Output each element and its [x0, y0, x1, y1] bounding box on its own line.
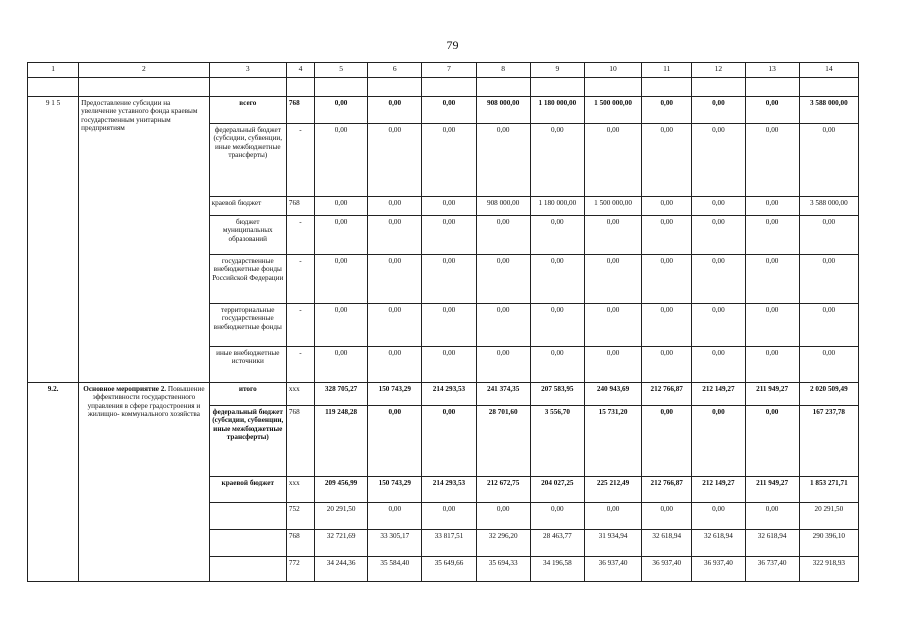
- value-cell: 1 500 000,00: [584, 197, 641, 216]
- value-cell: 0,00: [530, 216, 584, 255]
- value-cell: 211 949,27: [745, 477, 799, 503]
- value-cell: 241 374,35: [476, 383, 530, 406]
- value-cell: 0,00: [368, 124, 422, 197]
- value-cell: 28 701,60: [476, 406, 530, 477]
- value-cell: 322 918,93: [799, 557, 858, 582]
- value-cell: 0,00: [315, 197, 368, 216]
- value-cell: 0,00: [315, 97, 368, 124]
- value-cell: 0,00: [799, 255, 858, 304]
- value-cell: 0,00: [476, 124, 530, 197]
- value-cell: 0,00: [315, 255, 368, 304]
- value-cell: 3 588 000,00: [799, 97, 858, 124]
- value-cell: 328 705,27: [315, 383, 368, 406]
- value-cell: 0,00: [745, 97, 799, 124]
- value-cell: 240 943,69: [584, 383, 641, 406]
- value-cell: 0,00: [745, 503, 799, 530]
- value-cell: 0,00: [745, 347, 799, 383]
- value-cell: 0,00: [368, 406, 422, 477]
- value-cell: 0,00: [584, 503, 641, 530]
- value-cell: 0,00: [422, 197, 476, 216]
- source-cell: всего: [209, 97, 286, 124]
- code-cell: ххх: [286, 477, 314, 503]
- value-cell: 212 149,27: [692, 383, 745, 406]
- value-cell: 0,00: [642, 503, 692, 530]
- value-cell: 204 027,25: [530, 477, 584, 503]
- value-cell: 33 817,51: [422, 530, 476, 557]
- value-cell: 0,00: [642, 347, 692, 383]
- value-cell: 32 618,94: [692, 530, 745, 557]
- value-cell: 0,00: [368, 503, 422, 530]
- value-cell: 0,00: [745, 255, 799, 304]
- header-cell: 8: [476, 63, 530, 78]
- value-cell: 0,00: [422, 216, 476, 255]
- page-number: 79: [446, 38, 459, 52]
- value-cell: 0,00: [642, 406, 692, 477]
- value-cell: 0,00: [745, 406, 799, 477]
- value-cell: 1 180 000,00: [530, 197, 584, 216]
- source-cell: федеральный бюджет (субсидии, субвенции, иные межбюджетные трансферты): [209, 124, 286, 197]
- value-cell: 0,00: [315, 347, 368, 383]
- value-cell: 0,00: [642, 255, 692, 304]
- row-name: [79, 383, 209, 582]
- source-cell: [209, 503, 286, 530]
- value-cell: 35 584,40: [368, 557, 422, 582]
- value-cell: 32 618,94: [642, 530, 692, 557]
- value-cell: 20 291,50: [799, 503, 858, 530]
- value-cell: 0,00: [422, 255, 476, 304]
- value-cell: 0,00: [315, 124, 368, 197]
- value-cell: 0,00: [692, 255, 745, 304]
- value-cell: 1 853 271,71: [799, 477, 858, 503]
- value-cell: 0,00: [530, 124, 584, 197]
- value-cell: 36 937,40: [692, 557, 745, 582]
- value-cell: 36 937,40: [642, 557, 692, 582]
- value-cell: 0,00: [799, 347, 858, 383]
- source-cell: [209, 557, 286, 582]
- header-cell: 9: [530, 63, 584, 78]
- value-cell: 32 618,94: [745, 530, 799, 557]
- header-cell: 13: [745, 63, 799, 78]
- value-cell: 209 456,99: [315, 477, 368, 503]
- header-cell: 7: [422, 63, 476, 78]
- code-cell: 768: [286, 197, 314, 216]
- value-cell: 0,00: [692, 124, 745, 197]
- value-cell: 36 737,40: [745, 557, 799, 582]
- value-cell: 211 949,27: [745, 383, 799, 406]
- value-cell: 0,00: [476, 503, 530, 530]
- budget-table: [27, 62, 859, 582]
- value-cell: 0,00: [315, 216, 368, 255]
- header-cell: 5: [315, 63, 368, 78]
- source-cell: территориальные государственные внебюджетные фонды: [209, 304, 286, 347]
- spacer-row: [28, 78, 859, 97]
- value-cell: 0,00: [692, 503, 745, 530]
- value-cell: 0,00: [530, 304, 584, 347]
- value-cell: 0,00: [368, 197, 422, 216]
- code-cell: -: [286, 255, 314, 304]
- value-cell: 0,00: [799, 216, 858, 255]
- value-cell: 0,00: [799, 124, 858, 197]
- value-cell: 0,00: [422, 124, 476, 197]
- code-cell: 752: [286, 503, 314, 530]
- header-row: [28, 63, 859, 78]
- header-cell: 10: [584, 63, 641, 78]
- value-cell: 34 244,36: [315, 557, 368, 582]
- value-cell: 0,00: [476, 304, 530, 347]
- source-cell: иные внебюджетные источники: [209, 347, 286, 383]
- value-cell: 33 305,17: [368, 530, 422, 557]
- value-cell: 3 588 000,00: [799, 197, 858, 216]
- value-cell: 225 212,49: [584, 477, 641, 503]
- value-cell: 0,00: [745, 197, 799, 216]
- source-cell: краевой бюджет: [209, 477, 286, 503]
- table-row: [28, 383, 859, 406]
- source-cell: [209, 530, 286, 557]
- value-cell: 0,00: [422, 503, 476, 530]
- row-name-text: Повышение эффективности государственного управления в сфере градостроения и жилищно- коммунального хозяйства: [87, 385, 205, 418]
- value-cell: 0,00: [422, 347, 476, 383]
- value-cell: 0,00: [745, 216, 799, 255]
- value-cell: 0,00: [530, 347, 584, 383]
- source-cell: федеральный бюджет (субсидии, субвенции, иные межбюджетные трансферты): [209, 406, 286, 477]
- value-cell: 20 291,50: [315, 503, 368, 530]
- code-cell: ххх: [286, 383, 314, 406]
- code-cell: 768: [286, 406, 314, 477]
- value-cell: 0,00: [642, 97, 692, 124]
- value-cell: 150 743,29: [368, 477, 422, 503]
- value-cell: 0,00: [692, 347, 745, 383]
- header-cell: 11: [642, 63, 692, 78]
- value-cell: 0,00: [368, 216, 422, 255]
- value-cell: 0,00: [368, 347, 422, 383]
- value-cell: 0,00: [799, 304, 858, 347]
- value-cell: 0,00: [476, 347, 530, 383]
- value-cell: 290 396,10: [799, 530, 858, 557]
- value-cell: 212 766,87: [642, 477, 692, 503]
- value-cell: 0,00: [692, 97, 745, 124]
- value-cell: 0,00: [584, 216, 641, 255]
- value-cell: 0,00: [692, 406, 745, 477]
- value-cell: 0,00: [476, 255, 530, 304]
- value-cell: 0,00: [422, 406, 476, 477]
- value-cell: 35 694,33: [476, 557, 530, 582]
- value-cell: 908 000,00: [476, 97, 530, 124]
- value-cell: 31 934,94: [584, 530, 641, 557]
- value-cell: 0,00: [642, 216, 692, 255]
- value-cell: 1 500 000,00: [584, 97, 641, 124]
- code-cell: 768: [286, 97, 314, 124]
- value-cell: 0,00: [584, 124, 641, 197]
- value-cell: 167 237,78: [799, 406, 858, 477]
- value-cell: 212 672,75: [476, 477, 530, 503]
- code-cell: -: [286, 124, 314, 197]
- value-cell: 0,00: [368, 304, 422, 347]
- value-cell: 0,00: [642, 304, 692, 347]
- source-cell: итого: [209, 383, 286, 406]
- row-code: 9 1 5: [28, 97, 79, 383]
- value-cell: 0,00: [692, 197, 745, 216]
- value-cell: 214 293,53: [422, 383, 476, 406]
- header-cell: 2: [79, 63, 209, 78]
- row-name: Предоставление субсидии на увеличение уставного фонда краевым государственным унитарным предприятиям: [79, 97, 209, 383]
- row-name-title: Основное мероприятие 2.: [83, 385, 167, 393]
- header-cell: 12: [692, 63, 745, 78]
- value-cell: 0,00: [745, 124, 799, 197]
- code-cell: -: [286, 304, 314, 347]
- header-cell: 3: [209, 63, 286, 78]
- value-cell: 0,00: [584, 255, 641, 304]
- header-cell: 6: [368, 63, 422, 78]
- value-cell: 32 721,69: [315, 530, 368, 557]
- code-cell: -: [286, 216, 314, 255]
- value-cell: 212 766,87: [642, 383, 692, 406]
- value-cell: 212 149,27: [692, 477, 745, 503]
- value-cell: 0,00: [530, 255, 584, 304]
- row-code: 9.2.: [28, 383, 79, 582]
- value-cell: 0,00: [642, 197, 692, 216]
- value-cell: 32 296,20: [476, 530, 530, 557]
- value-cell: 2 020 509,49: [799, 383, 858, 406]
- source-cell: государственные внебюджетные фонды Российской Федерации: [209, 255, 286, 304]
- value-cell: 908 000,00: [476, 197, 530, 216]
- value-cell: 1 180 000,00: [530, 97, 584, 124]
- value-cell: 0,00: [422, 304, 476, 347]
- value-cell: 0,00: [745, 304, 799, 347]
- value-cell: 0,00: [584, 347, 641, 383]
- source-cell: бюджет муниципальных образований: [209, 216, 286, 255]
- value-cell: 34 196,58: [530, 557, 584, 582]
- value-cell: 0,00: [368, 97, 422, 124]
- value-cell: 36 937,40: [584, 557, 641, 582]
- code-cell: 768: [286, 530, 314, 557]
- header-cell: 1: [28, 63, 79, 78]
- value-cell: 0,00: [422, 97, 476, 124]
- value-cell: 35 649,66: [422, 557, 476, 582]
- source-cell: краевой бюджет: [209, 197, 286, 216]
- value-cell: 0,00: [692, 216, 745, 255]
- value-cell: 0,00: [692, 304, 745, 347]
- value-cell: 207 583,95: [530, 383, 584, 406]
- value-cell: 15 731,20: [584, 406, 641, 477]
- code-cell: -: [286, 347, 314, 383]
- value-cell: 0,00: [476, 216, 530, 255]
- table-row: [28, 97, 859, 124]
- header-cell: 4: [286, 63, 314, 78]
- value-cell: 0,00: [315, 304, 368, 347]
- value-cell: 119 248,28: [315, 406, 368, 477]
- value-cell: 28 463,77: [530, 530, 584, 557]
- header-cell: 14: [799, 63, 858, 78]
- value-cell: 150 743,29: [368, 383, 422, 406]
- value-cell: 0,00: [530, 503, 584, 530]
- value-cell: 0,00: [642, 124, 692, 197]
- value-cell: 0,00: [584, 304, 641, 347]
- value-cell: 214 293,53: [422, 477, 476, 503]
- value-cell: 0,00: [368, 255, 422, 304]
- code-cell: 772: [286, 557, 314, 582]
- value-cell: 3 556,70: [530, 406, 584, 477]
